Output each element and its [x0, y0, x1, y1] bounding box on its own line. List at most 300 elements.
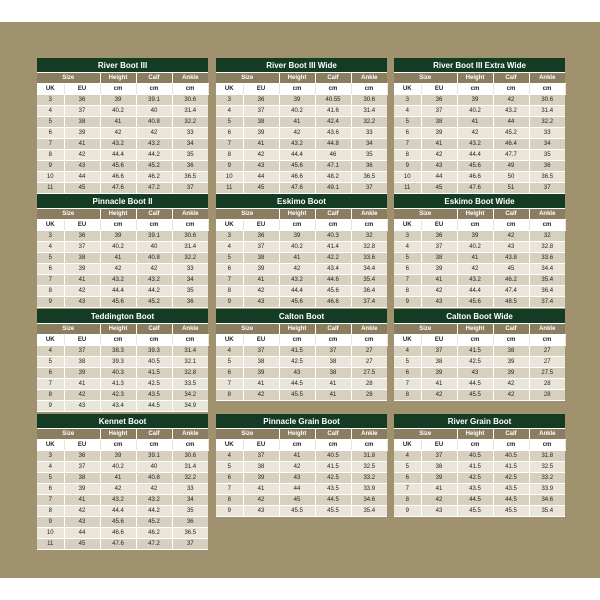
calf-cell: 46.4 [493, 139, 529, 150]
height-cell: 39 [457, 231, 493, 242]
height-cell: 39 [279, 95, 315, 106]
height-cell: 41.5 [457, 462, 493, 473]
ankle-cell: 35 [172, 506, 208, 517]
table-row [37, 368, 208, 379]
calf-cell: 51 [493, 183, 529, 194]
height-cell: 46.6 [100, 172, 136, 183]
table-row [37, 495, 208, 506]
ankle-unit: cm [529, 84, 565, 95]
size-table-kennet-boot [37, 414, 209, 550]
calf-cell: 39.1 [136, 231, 172, 242]
eu-size-cell: 44 [64, 172, 100, 183]
ankle-header: Ankle [172, 73, 208, 84]
ankle-cell: 28 [529, 379, 565, 390]
uk-size-cell: 7 [394, 484, 421, 495]
calf-unit: cm [136, 335, 172, 346]
height-cell: 41.5 [279, 346, 315, 357]
calf-cell: 46 [315, 150, 351, 161]
uk-size-cell: 11 [37, 183, 64, 194]
table-row [394, 242, 565, 253]
eu-size-cell: 41 [421, 484, 457, 495]
height-cell: 43.4 [100, 401, 136, 412]
calf-header: Calf [315, 429, 351, 440]
uk-size-cell: 3 [37, 231, 64, 242]
uk-subheader: UK [37, 335, 64, 346]
eu-size-cell: 41 [64, 275, 100, 286]
table-row [37, 106, 208, 117]
height-cell: 42.5 [457, 357, 493, 368]
ankle-cell: 37.4 [529, 297, 565, 308]
ankle-cell: 34.9 [172, 401, 208, 412]
ankle-cell: 37 [529, 183, 565, 194]
calf-cell: 45 [493, 264, 529, 275]
ankle-cell: 31.4 [172, 106, 208, 117]
table-row [216, 451, 387, 462]
calf-cell: 44.2 [136, 506, 172, 517]
calf-cell: 43.2 [136, 495, 172, 506]
uk-size-cell: 4 [216, 106, 243, 117]
uk-size-cell: 10 [37, 172, 64, 183]
uk-size-cell: 7 [216, 484, 243, 495]
uk-size-cell: 6 [394, 368, 421, 379]
ankle-cell: 32 [529, 231, 565, 242]
height-unit: cm [457, 335, 493, 346]
ankle-cell: 32.5 [529, 462, 565, 473]
height-header: Height [457, 429, 493, 440]
table-row [394, 161, 565, 172]
table-row [216, 286, 387, 297]
height-cell: 44.4 [279, 286, 315, 297]
uk-size-cell: 3 [394, 231, 421, 242]
uk-size-cell: 5 [394, 462, 421, 473]
table-row [216, 346, 387, 357]
calf-cell: 44.6 [315, 275, 351, 286]
height-header: Height [279, 209, 315, 220]
table-row [394, 368, 565, 379]
height-header: Height [279, 324, 315, 335]
uk-size-cell: 3 [37, 451, 64, 462]
uk-size-cell: 4 [394, 451, 421, 462]
table-row [216, 264, 387, 275]
uk-size-cell: 4 [37, 346, 64, 357]
uk-size-cell: 8 [37, 150, 64, 161]
height-unit: cm [279, 440, 315, 451]
table-row [37, 264, 208, 275]
eu-size-cell: 42 [243, 150, 279, 161]
table-title: River Boot III [37, 58, 208, 73]
uk-size-cell: 5 [394, 357, 421, 368]
eu-subheader: EU [64, 220, 100, 231]
ankle-header: Ankle [172, 324, 208, 335]
table-row [394, 451, 565, 462]
ankle-cell: 32.8 [172, 368, 208, 379]
height-cell: 41 [457, 253, 493, 264]
size-table-eskimo-boot-wide [394, 194, 566, 308]
height-cell: 43.2 [100, 495, 136, 506]
eu-size-cell: 37 [64, 346, 100, 357]
ankle-cell: 30.6 [172, 95, 208, 106]
uk-size-cell: 4 [394, 106, 421, 117]
size-header: Size [216, 324, 279, 335]
height-cell: 42 [279, 128, 315, 139]
table-row [37, 517, 208, 528]
eu-size-cell: 42 [243, 390, 279, 401]
height-header: Height [100, 324, 136, 335]
height-cell: 42.3 [100, 390, 136, 401]
table-row [394, 495, 565, 506]
calf-cell: 50 [493, 172, 529, 183]
table-row [394, 390, 565, 401]
table-title: Calton Boot [216, 309, 387, 324]
table-row [216, 95, 387, 106]
calf-cell: 40.5 [136, 357, 172, 368]
calf-cell: 43.2 [493, 106, 529, 117]
eu-size-cell: 41 [243, 275, 279, 286]
ankle-cell: 33 [529, 128, 565, 139]
calf-cell: 42.5 [493, 473, 529, 484]
height-header: Height [100, 209, 136, 220]
height-cell: 45.6 [457, 161, 493, 172]
height-cell: 41 [100, 473, 136, 484]
table-row [216, 242, 387, 253]
uk-size-cell: 7 [394, 139, 421, 150]
eu-size-cell: 42 [64, 506, 100, 517]
ankle-cell: 32.2 [529, 117, 565, 128]
eu-size-cell: 38 [243, 117, 279, 128]
table-row [394, 150, 565, 161]
ankle-cell: 32.8 [351, 242, 387, 253]
table-title: River Boot III Extra Wide [394, 58, 565, 73]
table-row [37, 484, 208, 495]
table-row [37, 231, 208, 242]
height-cell: 39 [100, 231, 136, 242]
table-row [37, 401, 208, 412]
height-cell: 43.2 [279, 275, 315, 286]
eu-size-cell: 38 [421, 462, 457, 473]
uk-size-cell: 4 [216, 346, 243, 357]
ankle-cell: 32.2 [172, 253, 208, 264]
ankle-cell: 36.5 [172, 172, 208, 183]
ankle-cell: 27 [529, 346, 565, 357]
calf-cell: 46.6 [315, 297, 351, 308]
table-row [216, 297, 387, 308]
ankle-cell: 32 [351, 231, 387, 242]
eu-size-cell: 43 [243, 506, 279, 517]
table-title: Pinnacle Grain Boot [216, 414, 387, 429]
calf-cell: 43.2 [136, 139, 172, 150]
calf-cell: 41.4 [315, 242, 351, 253]
uk-size-cell: 6 [216, 128, 243, 139]
eu-size-cell: 42 [64, 390, 100, 401]
eu-size-cell: 37 [64, 242, 100, 253]
height-unit: cm [279, 84, 315, 95]
calf-cell: 44 [493, 117, 529, 128]
eu-size-cell: 43 [64, 401, 100, 412]
calf-cell: 49.1 [315, 183, 351, 194]
eu-size-cell: 36 [64, 231, 100, 242]
calf-unit: cm [493, 335, 529, 346]
uk-subheader: UK [216, 84, 243, 95]
ankle-cell: 31.8 [351, 451, 387, 462]
calf-cell: 40.8 [136, 117, 172, 128]
table-row [216, 183, 387, 194]
table-row [37, 539, 208, 550]
ankle-cell: 34 [172, 139, 208, 150]
table-row [216, 128, 387, 139]
eu-size-cell: 42 [243, 495, 279, 506]
eu-subheader: EU [243, 84, 279, 95]
calf-cell: 43.5 [315, 484, 351, 495]
uk-size-cell: 4 [394, 242, 421, 253]
height-cell: 42 [279, 264, 315, 275]
eu-size-cell: 41 [243, 139, 279, 150]
table-row [37, 473, 208, 484]
eu-size-cell: 38 [64, 357, 100, 368]
ankle-cell: 31.4 [529, 106, 565, 117]
ankle-cell: 27.5 [351, 368, 387, 379]
table-row [394, 286, 565, 297]
eu-size-cell: 38 [421, 253, 457, 264]
uk-size-cell: 5 [216, 117, 243, 128]
calf-cell: 40.5 [493, 451, 529, 462]
calf-cell: 47.2 [136, 539, 172, 550]
table-row [37, 242, 208, 253]
height-cell: 41 [100, 117, 136, 128]
ankle-unit: cm [172, 220, 208, 231]
uk-size-cell: 8 [394, 150, 421, 161]
calf-cell: 42 [493, 231, 529, 242]
ankle-unit: cm [351, 440, 387, 451]
eu-size-cell: 43 [64, 297, 100, 308]
calf-cell: 41 [315, 390, 351, 401]
calf-header: Calf [136, 324, 172, 335]
uk-size-cell: 4 [216, 451, 243, 462]
calf-cell: 40 [136, 462, 172, 473]
height-cell: 39 [100, 95, 136, 106]
height-cell: 43.2 [279, 139, 315, 150]
uk-size-cell: 3 [216, 231, 243, 242]
calf-cell: 47.7 [493, 150, 529, 161]
uk-size-cell: 7 [394, 275, 421, 286]
calf-header: Calf [315, 209, 351, 220]
ankle-cell: 35 [351, 150, 387, 161]
height-cell: 43 [279, 473, 315, 484]
uk-size-cell: 8 [394, 495, 421, 506]
calf-cell: 45.2 [136, 517, 172, 528]
uk-size-cell: 5 [37, 253, 64, 264]
eu-size-cell: 43 [243, 161, 279, 172]
uk-size-cell: 5 [37, 117, 64, 128]
calf-unit: cm [493, 440, 529, 451]
table-row [37, 95, 208, 106]
eu-size-cell: 37 [64, 106, 100, 117]
ankle-cell: 36.4 [529, 286, 565, 297]
uk-size-cell: 8 [216, 390, 243, 401]
uk-size-cell: 6 [394, 264, 421, 275]
table-row [37, 117, 208, 128]
calf-cell: 45.2 [136, 161, 172, 172]
uk-size-cell: 6 [37, 264, 64, 275]
size-table-river-boot-iii [37, 58, 209, 194]
ankle-unit: cm [172, 84, 208, 95]
uk-subheader: UK [37, 220, 64, 231]
uk-size-cell: 6 [394, 473, 421, 484]
size-header: Size [37, 324, 100, 335]
eu-size-cell: 39 [421, 264, 457, 275]
calf-cell: 43.8 [493, 253, 529, 264]
height-cell: 44.4 [100, 150, 136, 161]
eu-size-cell: 37 [243, 346, 279, 357]
eu-size-cell: 45 [64, 539, 100, 550]
calf-cell: 46.2 [136, 172, 172, 183]
ankle-cell: 36.5 [172, 528, 208, 539]
height-cell: 45.5 [457, 390, 493, 401]
table-row [394, 139, 565, 150]
height-cell: 40.2 [457, 242, 493, 253]
table-row [216, 379, 387, 390]
calf-header: Calf [136, 209, 172, 220]
uk-size-cell: 6 [216, 473, 243, 484]
size-header: Size [37, 209, 100, 220]
ankle-cell: 27.5 [529, 368, 565, 379]
table-row [394, 379, 565, 390]
height-cell: 41.3 [100, 379, 136, 390]
eu-size-cell: 42 [421, 495, 457, 506]
calf-cell: 45.2 [493, 128, 529, 139]
uk-size-cell: 8 [37, 390, 64, 401]
table-row [37, 506, 208, 517]
eu-size-cell: 41 [243, 379, 279, 390]
calf-cell: 37 [315, 346, 351, 357]
uk-subheader: UK [394, 335, 421, 346]
eu-size-cell: 39 [243, 473, 279, 484]
eu-size-cell: 39 [64, 128, 100, 139]
uk-size-cell: 3 [394, 95, 421, 106]
calf-cell: 42 [136, 264, 172, 275]
calf-cell: 44.5 [315, 495, 351, 506]
uk-size-cell: 3 [37, 95, 64, 106]
calf-cell: 41.5 [493, 462, 529, 473]
table-row [216, 117, 387, 128]
eu-size-cell: 37 [421, 242, 457, 253]
calf-cell: 38 [315, 368, 351, 379]
uk-size-cell: 6 [216, 368, 243, 379]
eu-size-cell: 42 [64, 150, 100, 161]
uk-subheader: UK [37, 84, 64, 95]
height-cell: 45.6 [100, 161, 136, 172]
ankle-unit: cm [172, 335, 208, 346]
uk-size-cell: 7 [216, 139, 243, 150]
ankle-unit: cm [172, 440, 208, 451]
table-row [37, 286, 208, 297]
uk-subheader: UK [216, 335, 243, 346]
ankle-cell: 36 [172, 161, 208, 172]
eu-size-cell: 39 [421, 368, 457, 379]
calf-cell: 40.8 [136, 473, 172, 484]
calf-cell: 42 [136, 128, 172, 139]
eu-size-cell: 39 [421, 128, 457, 139]
table-row [394, 128, 565, 139]
eu-size-cell: 36 [243, 231, 279, 242]
eu-subheader: EU [421, 440, 457, 451]
uk-size-cell: 6 [216, 264, 243, 275]
eu-size-cell: 41 [421, 379, 457, 390]
ankle-cell: 27 [351, 346, 387, 357]
calf-cell: 40.5 [315, 451, 351, 462]
eu-subheader: EU [243, 440, 279, 451]
eu-size-cell: 43 [421, 161, 457, 172]
size-table-river-grain-boot [394, 414, 566, 517]
eu-size-cell: 39 [243, 368, 279, 379]
calf-cell: 42.5 [315, 473, 351, 484]
eu-size-cell: 42 [421, 286, 457, 297]
table-row [216, 161, 387, 172]
height-cell: 44.4 [279, 150, 315, 161]
height-header: Height [279, 429, 315, 440]
height-cell: 40.5 [457, 451, 493, 462]
ankle-cell: 31.4 [172, 462, 208, 473]
table-row [394, 346, 565, 357]
height-cell: 45.5 [457, 506, 493, 517]
calf-cell: 46.2 [493, 275, 529, 286]
ankle-cell: 31.4 [172, 346, 208, 357]
eu-size-cell: 38 [421, 117, 457, 128]
uk-size-cell: 4 [394, 346, 421, 357]
height-cell: 44.4 [100, 506, 136, 517]
eu-subheader: EU [64, 84, 100, 95]
eu-size-cell: 41 [64, 495, 100, 506]
uk-size-cell: 7 [216, 275, 243, 286]
ankle-cell: 36 [172, 517, 208, 528]
uk-size-cell: 5 [37, 357, 64, 368]
size-table-river-boot-iii-extra-wide [394, 58, 566, 194]
eu-size-cell: 37 [243, 451, 279, 462]
eu-size-cell: 37 [64, 462, 100, 473]
uk-size-cell: 11 [394, 183, 421, 194]
ankle-header: Ankle [172, 429, 208, 440]
calf-cell: 42.5 [136, 379, 172, 390]
height-cell: 43 [279, 368, 315, 379]
eu-size-cell: 39 [243, 128, 279, 139]
eu-size-cell: 37 [243, 106, 279, 117]
eu-subheader: EU [421, 84, 457, 95]
calf-cell: 46.2 [136, 528, 172, 539]
table-row [37, 150, 208, 161]
eu-size-cell: 36 [421, 231, 457, 242]
calf-unit: cm [493, 84, 529, 95]
eu-size-cell: 42 [421, 390, 457, 401]
eu-size-cell: 38 [64, 253, 100, 264]
calf-header: Calf [315, 73, 351, 84]
table-row [394, 172, 565, 183]
table-row [216, 253, 387, 264]
height-unit: cm [457, 84, 493, 95]
ankle-cell: 31.8 [529, 451, 565, 462]
height-cell: 42.5 [279, 357, 315, 368]
uk-size-cell: 7 [37, 139, 64, 150]
table-title: Kennet Boot [37, 414, 208, 429]
height-cell: 43.2 [100, 139, 136, 150]
eu-size-cell: 42 [421, 150, 457, 161]
calf-cell: 38 [493, 346, 529, 357]
table-row [216, 172, 387, 183]
calf-cell: 39.1 [136, 451, 172, 462]
height-cell: 44.4 [100, 286, 136, 297]
height-cell: 45.5 [279, 506, 315, 517]
table-title: River Grain Boot [394, 414, 565, 429]
ankle-cell: 36 [351, 161, 387, 172]
uk-size-cell: 4 [37, 106, 64, 117]
